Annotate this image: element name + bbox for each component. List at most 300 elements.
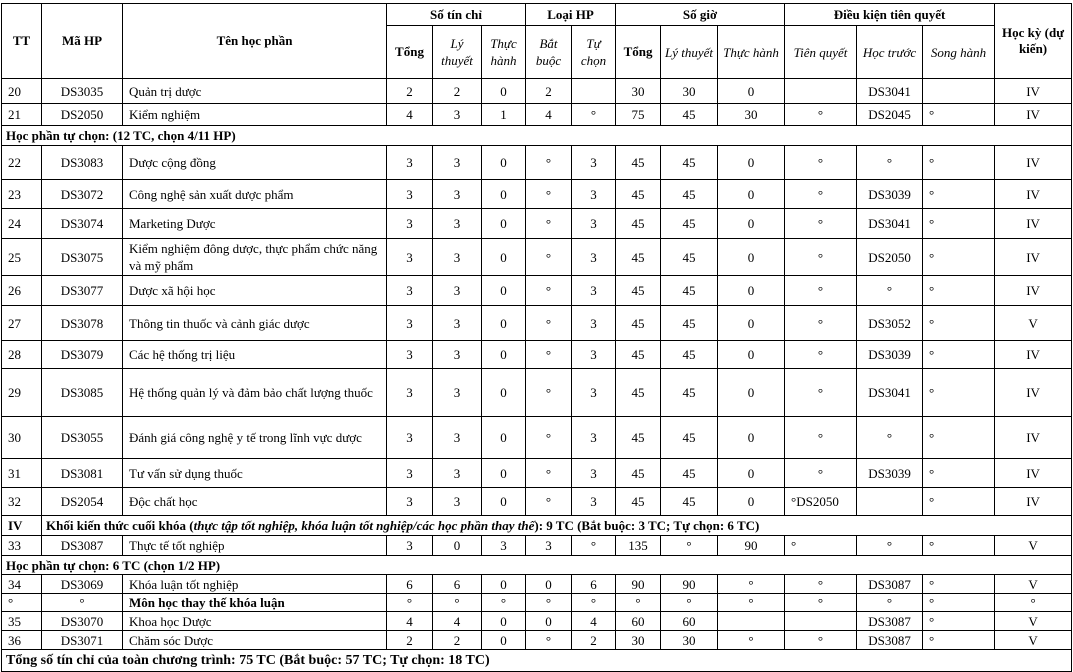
cell-tc: 2 bbox=[572, 631, 616, 650]
cell-ht: ° bbox=[857, 536, 923, 556]
cell-ht: ° bbox=[857, 276, 923, 306]
cell-hk: ° bbox=[995, 594, 1072, 612]
cell-g-lt: 45 bbox=[661, 459, 718, 488]
header-so-gio: Số giờ bbox=[616, 4, 785, 26]
cell-lt: ° bbox=[433, 594, 482, 612]
cell-bb: ° bbox=[526, 209, 572, 239]
cell-g-lt: 45 bbox=[661, 369, 718, 417]
cell-tc: 3 bbox=[572, 306, 616, 341]
cell-tq: ° bbox=[785, 575, 857, 594]
table-row bbox=[2, 488, 1072, 516]
cell-g-lt: 45 bbox=[661, 341, 718, 369]
cell-ten: Tư vấn sử dụng thuốc bbox=[123, 459, 387, 488]
cell-g-tong: 45 bbox=[616, 146, 661, 180]
section-iv-title-italic: thực tập tốt nghiệp, khóa luận tốt nghiệp/các học phần thay thế bbox=[193, 518, 535, 533]
cell-lt: 4 bbox=[433, 612, 482, 631]
cell-hk: IV bbox=[995, 341, 1072, 369]
cell-th: 0 bbox=[482, 146, 526, 180]
cell-ten: Hệ thống quản lý và đảm bảo chất lượng thuốc bbox=[123, 369, 387, 417]
cell-ten: Độc chất học bbox=[123, 488, 387, 516]
cell-lt: 3 bbox=[433, 104, 482, 126]
header-thuc-hanh-gio: Thực hành bbox=[718, 26, 785, 79]
cell-ht: DS3041 bbox=[857, 209, 923, 239]
cell-lt: 3 bbox=[433, 488, 482, 516]
cell-tq: ° bbox=[785, 276, 857, 306]
cell-bb: ° bbox=[526, 180, 572, 209]
header-ly-thuyet-gio: Lý thuyết bbox=[661, 26, 718, 79]
cell-tq bbox=[785, 79, 857, 104]
header-tong: Tổng bbox=[387, 26, 433, 79]
cell-tt: ° bbox=[2, 594, 42, 612]
cell-tq: ° bbox=[785, 104, 857, 126]
cell-tc: 3 bbox=[572, 417, 616, 459]
cell-g-th: 0 bbox=[718, 239, 785, 276]
cell-sh: ° bbox=[923, 306, 995, 341]
cell-g-th: 30 bbox=[718, 104, 785, 126]
cell-th: 0 bbox=[482, 79, 526, 104]
cell-sh: ° bbox=[923, 276, 995, 306]
cell-ma: DS3075 bbox=[42, 239, 123, 276]
cell-hk: V bbox=[995, 536, 1072, 556]
cell-sh: ° bbox=[923, 104, 995, 126]
cell-ten: Thông tin thuốc và cảnh giác dược bbox=[123, 306, 387, 341]
cell-sh: ° bbox=[923, 594, 995, 612]
table-row bbox=[2, 575, 1072, 594]
cell-ma: DS3074 bbox=[42, 209, 123, 239]
cell-hk: IV bbox=[995, 79, 1072, 104]
cell-g-lt: 45 bbox=[661, 104, 718, 126]
cell-tong: 3 bbox=[387, 239, 433, 276]
cell-ma: DS3079 bbox=[42, 341, 123, 369]
header-ma-hp: Mã HP bbox=[42, 4, 123, 79]
header-tong-gio: Tổng bbox=[616, 26, 661, 79]
cell-ma: DS3085 bbox=[42, 369, 123, 417]
cell-lt: 6 bbox=[433, 575, 482, 594]
cell-g-tong: 45 bbox=[616, 341, 661, 369]
cell-g-tong: 45 bbox=[616, 459, 661, 488]
cell-bb: ° bbox=[526, 146, 572, 180]
cell-bb: ° bbox=[526, 488, 572, 516]
cell-tq: ° bbox=[785, 146, 857, 180]
cell-hk: V bbox=[995, 575, 1072, 594]
cell-hk: IV bbox=[995, 209, 1072, 239]
cell-bb: 3 bbox=[526, 536, 572, 556]
cell-ma: DS3069 bbox=[42, 575, 123, 594]
cell-ma: DS2054 bbox=[42, 488, 123, 516]
cell-ht: DS3041 bbox=[857, 369, 923, 417]
header-tien-quyet: Tiên quyết bbox=[785, 26, 857, 79]
cell-tq: ° bbox=[785, 180, 857, 209]
cell-ten: Kiểm nghiệm đông dược, thực phẩm chức năng và mỹ phẩm bbox=[123, 239, 387, 276]
cell-ma: DS3071 bbox=[42, 631, 123, 650]
cell-hk: IV bbox=[995, 146, 1072, 180]
cell-tong: ° bbox=[387, 594, 433, 612]
cell-tc: 3 bbox=[572, 369, 616, 417]
cell-g-tong: 45 bbox=[616, 180, 661, 209]
cell-tq: ° bbox=[785, 209, 857, 239]
header-hoc-truoc: Học trước bbox=[857, 26, 923, 79]
cell-ten: Marketing Dược bbox=[123, 209, 387, 239]
cell-sh: ° bbox=[923, 417, 995, 459]
header-hoc-ky: Học kỳ (dự kiến) bbox=[995, 4, 1072, 79]
cell-tc: ° bbox=[572, 104, 616, 126]
cell-tc: ° bbox=[572, 594, 616, 612]
cell-g-lt: 45 bbox=[661, 276, 718, 306]
table-row bbox=[2, 239, 1072, 276]
header-loai-hp: Loại HP bbox=[526, 4, 616, 26]
cell-lt: 0 bbox=[433, 536, 482, 556]
cell-tq: ° bbox=[785, 417, 857, 459]
cell-tt: 27 bbox=[2, 306, 42, 341]
cell-hk: IV bbox=[995, 104, 1072, 126]
cell-th: 0 bbox=[482, 239, 526, 276]
cell-g-tong: 45 bbox=[616, 209, 661, 239]
cell-g-tong: 60 bbox=[616, 612, 661, 631]
cell-ht: DS3087 bbox=[857, 631, 923, 650]
cell-tt: 36 bbox=[2, 631, 42, 650]
cell-g-th: ° bbox=[718, 575, 785, 594]
cell-ht: DS2050 bbox=[857, 239, 923, 276]
cell-sh: ° bbox=[923, 631, 995, 650]
cell-ht: DS3041 bbox=[857, 79, 923, 104]
cell-g-tong: 45 bbox=[616, 488, 661, 516]
section-row bbox=[2, 516, 1072, 536]
cell-hk: IV bbox=[995, 417, 1072, 459]
cell-tq: ° bbox=[785, 341, 857, 369]
cell-tt: 31 bbox=[2, 459, 42, 488]
cell-tong: 3 bbox=[387, 306, 433, 341]
cell-g-th bbox=[718, 612, 785, 631]
table-row bbox=[2, 459, 1072, 488]
cell-lt: 2 bbox=[433, 79, 482, 104]
section-iv-num: IV bbox=[2, 516, 42, 536]
cell-bb: ° bbox=[526, 369, 572, 417]
cell-sh: ° bbox=[923, 369, 995, 417]
cell-g-th: 0 bbox=[718, 459, 785, 488]
cell-th: 0 bbox=[482, 369, 526, 417]
table-row bbox=[2, 146, 1072, 180]
section-elective-1: Học phần tự chọn: (12 TC, chọn 4/11 HP) bbox=[2, 126, 1072, 146]
cell-tt: 32 bbox=[2, 488, 42, 516]
cell-tong: 3 bbox=[387, 488, 433, 516]
cell-tt: 25 bbox=[2, 239, 42, 276]
cell-hk: V bbox=[995, 612, 1072, 631]
cell-g-tong: 30 bbox=[616, 79, 661, 104]
cell-ma: DS3055 bbox=[42, 417, 123, 459]
cell-th: 0 bbox=[482, 631, 526, 650]
cell-hk: IV bbox=[995, 239, 1072, 276]
cell-g-th: 0 bbox=[718, 306, 785, 341]
cell-tt: 34 bbox=[2, 575, 42, 594]
cell-tong: 3 bbox=[387, 459, 433, 488]
cell-tq: ° bbox=[785, 594, 857, 612]
table-row bbox=[2, 536, 1072, 556]
cell-hk: V bbox=[995, 631, 1072, 650]
cell-tong: 2 bbox=[387, 631, 433, 650]
cell-th: 0 bbox=[482, 341, 526, 369]
cell-g-lt: 30 bbox=[661, 79, 718, 104]
cell-sh: ° bbox=[923, 536, 995, 556]
cell-tt: 20 bbox=[2, 79, 42, 104]
header-ten-hp: Tên học phần bbox=[123, 4, 387, 79]
cell-tq: ° bbox=[785, 239, 857, 276]
cell-ht: DS3087 bbox=[857, 575, 923, 594]
cell-tt: 26 bbox=[2, 276, 42, 306]
cell-tq: ° bbox=[785, 459, 857, 488]
cell-bb: 0 bbox=[526, 612, 572, 631]
cell-tt: 22 bbox=[2, 146, 42, 180]
cell-ma: DS3081 bbox=[42, 459, 123, 488]
cell-bb: ° bbox=[526, 417, 572, 459]
cell-ten: Dược xã hội học bbox=[123, 276, 387, 306]
cell-tong: 3 bbox=[387, 417, 433, 459]
section-row bbox=[2, 556, 1072, 575]
cell-bb: ° bbox=[526, 239, 572, 276]
cell-tt: 28 bbox=[2, 341, 42, 369]
cell-g-tong: 135 bbox=[616, 536, 661, 556]
cell-th: 0 bbox=[482, 488, 526, 516]
table-row bbox=[2, 79, 1072, 104]
cell-g-th: 0 bbox=[718, 488, 785, 516]
header-song-hanh: Song hành bbox=[923, 26, 995, 79]
cell-ten: Chăm sóc Dược bbox=[123, 631, 387, 650]
cell-bb: 4 bbox=[526, 104, 572, 126]
cell-g-th: ° bbox=[718, 631, 785, 650]
cell-sh: ° bbox=[923, 239, 995, 276]
cell-lt: 3 bbox=[433, 306, 482, 341]
cell-bb: 2 bbox=[526, 79, 572, 104]
cell-sh: ° bbox=[923, 209, 995, 239]
cell-g-th: 0 bbox=[718, 209, 785, 239]
cell-tong: 3 bbox=[387, 536, 433, 556]
cell-lt: 3 bbox=[433, 209, 482, 239]
cell-hk: IV bbox=[995, 276, 1072, 306]
cell-ht: ° bbox=[857, 146, 923, 180]
cell-tc: 3 bbox=[572, 459, 616, 488]
cell-lt: 3 bbox=[433, 180, 482, 209]
cell-g-lt: 30 bbox=[661, 631, 718, 650]
cell-ht: DS2045 bbox=[857, 104, 923, 126]
table-row bbox=[2, 306, 1072, 341]
cell-bb: ° bbox=[526, 341, 572, 369]
cell-bb: ° bbox=[526, 306, 572, 341]
table-row bbox=[2, 341, 1072, 369]
cell-tong: 3 bbox=[387, 369, 433, 417]
cell-tong: 2 bbox=[387, 79, 433, 104]
cell-tc: 3 bbox=[572, 488, 616, 516]
cell-bb: ° bbox=[526, 594, 572, 612]
cell-ma: DS2050 bbox=[42, 104, 123, 126]
table-row bbox=[2, 417, 1072, 459]
cell-g-lt: ° bbox=[661, 536, 718, 556]
cell-tt: 23 bbox=[2, 180, 42, 209]
table-row bbox=[2, 369, 1072, 417]
cell-ten: Quản trị dược bbox=[123, 79, 387, 104]
cell-tt: 21 bbox=[2, 104, 42, 126]
cell-bb: ° bbox=[526, 276, 572, 306]
cell-sh: ° bbox=[923, 180, 995, 209]
cell-sh: ° bbox=[923, 612, 995, 631]
cell-tong: 4 bbox=[387, 104, 433, 126]
cell-g-tong: 45 bbox=[616, 239, 661, 276]
cell-th: 3 bbox=[482, 536, 526, 556]
cell-ten: Khóa luận tốt nghiệp bbox=[123, 575, 387, 594]
cell-hk: IV bbox=[995, 180, 1072, 209]
cell-tq: °DS2050 bbox=[785, 488, 857, 516]
cell-g-th: 0 bbox=[718, 276, 785, 306]
cell-tc: 3 bbox=[572, 341, 616, 369]
cell-th: 0 bbox=[482, 276, 526, 306]
cell-g-th: 0 bbox=[718, 341, 785, 369]
cell-g-th: 0 bbox=[718, 369, 785, 417]
cell-sh bbox=[923, 79, 995, 104]
cell-sh: ° bbox=[923, 459, 995, 488]
cell-g-lt: 45 bbox=[661, 306, 718, 341]
cell-ma: DS3070 bbox=[42, 612, 123, 631]
cell-ma: DS3078 bbox=[42, 306, 123, 341]
table-row bbox=[2, 631, 1072, 650]
cell-lt: 3 bbox=[433, 369, 482, 417]
cell-g-tong: ° bbox=[616, 594, 661, 612]
cell-ht: DS3052 bbox=[857, 306, 923, 341]
header-tu-chon: Tự chọn bbox=[572, 26, 616, 79]
cell-tc: 3 bbox=[572, 239, 616, 276]
cell-ten: Dược cộng đồng bbox=[123, 146, 387, 180]
cell-g-lt: 45 bbox=[661, 180, 718, 209]
cell-th: 0 bbox=[482, 612, 526, 631]
section-iv-title-b: ): 9 TC (Bắt buộc: 3 TC; Tự chọn: 6 TC) bbox=[534, 518, 760, 533]
cell-tt: 29 bbox=[2, 369, 42, 417]
cell-ten: Thực tế tốt nghiệp bbox=[123, 536, 387, 556]
cell-tong: 3 bbox=[387, 209, 433, 239]
cell-th: 0 bbox=[482, 180, 526, 209]
cell-ten: Khoa học Dược bbox=[123, 612, 387, 631]
header-dieu-kien: Điều kiện tiên quyết bbox=[785, 4, 995, 26]
cell-th: 1 bbox=[482, 104, 526, 126]
cell-g-th: 0 bbox=[718, 146, 785, 180]
cell-g-th: 0 bbox=[718, 417, 785, 459]
header-thuc-hanh: Thực hành bbox=[482, 26, 526, 79]
cell-ten: Môn học thay thế khóa luận bbox=[123, 594, 387, 612]
cell-g-lt: 45 bbox=[661, 239, 718, 276]
cell-lt: 3 bbox=[433, 146, 482, 180]
cell-g-th: 0 bbox=[718, 180, 785, 209]
table-row bbox=[2, 612, 1072, 631]
curriculum-table bbox=[1, 3, 1072, 672]
cell-th: ° bbox=[482, 594, 526, 612]
cell-hk: V bbox=[995, 306, 1072, 341]
cell-tt: 35 bbox=[2, 612, 42, 631]
cell-ma: DS3077 bbox=[42, 276, 123, 306]
cell-g-lt: 45 bbox=[661, 488, 718, 516]
table-row bbox=[2, 209, 1072, 239]
cell-g-tong: 45 bbox=[616, 306, 661, 341]
cell-g-tong: 45 bbox=[616, 369, 661, 417]
cell-tong: 3 bbox=[387, 276, 433, 306]
cell-tc bbox=[572, 79, 616, 104]
total-row bbox=[2, 650, 1072, 672]
section-elective-2: Học phần tự chọn: 6 TC (chọn 1/2 HP) bbox=[2, 556, 1072, 575]
header-bat-buoc: Bắt buộc bbox=[526, 26, 572, 79]
cell-tt: 24 bbox=[2, 209, 42, 239]
header-ly-thuyet: Lý thuyết bbox=[433, 26, 482, 79]
header-tt: TT bbox=[2, 4, 42, 79]
cell-g-lt: 45 bbox=[661, 146, 718, 180]
cell-lt: 3 bbox=[433, 341, 482, 369]
cell-ht: ° bbox=[857, 417, 923, 459]
cell-tq: ° bbox=[785, 306, 857, 341]
cell-bb: 0 bbox=[526, 575, 572, 594]
cell-ht: DS3039 bbox=[857, 341, 923, 369]
cell-tq: ° bbox=[785, 536, 857, 556]
cell-g-th: 90 bbox=[718, 536, 785, 556]
cell-tt: 30 bbox=[2, 417, 42, 459]
cell-lt: 3 bbox=[433, 276, 482, 306]
cell-g-th: ° bbox=[718, 594, 785, 612]
cell-th: 0 bbox=[482, 459, 526, 488]
cell-g-lt: ° bbox=[661, 594, 718, 612]
table-row bbox=[2, 104, 1072, 126]
section-row bbox=[2, 126, 1072, 146]
cell-tc: 4 bbox=[572, 612, 616, 631]
cell-th: 0 bbox=[482, 209, 526, 239]
cell-g-tong: 45 bbox=[616, 417, 661, 459]
cell-ten: Đánh giá công nghệ y tế trong lĩnh vực dược bbox=[123, 417, 387, 459]
cell-g-tong: 90 bbox=[616, 575, 661, 594]
cell-lt: 3 bbox=[433, 417, 482, 459]
cell-ten: Công nghệ sản xuất dược phẩm bbox=[123, 180, 387, 209]
total-credits: Tổng số tín chỉ của toàn chương trình: 75 TC (Bắt buộc: 57 TC; Tự chọn: 18 TC) bbox=[2, 650, 1072, 672]
cell-g-lt: 45 bbox=[661, 417, 718, 459]
header-so-tin-chi: Số tín chỉ bbox=[387, 4, 526, 26]
cell-tc: 3 bbox=[572, 209, 616, 239]
cell-ma: ° bbox=[42, 594, 123, 612]
cell-th: 0 bbox=[482, 306, 526, 341]
cell-ma: DS3035 bbox=[42, 79, 123, 104]
table-row bbox=[2, 180, 1072, 209]
cell-g-tong: 75 bbox=[616, 104, 661, 126]
cell-tc: 6 bbox=[572, 575, 616, 594]
cell-sh: ° bbox=[923, 488, 995, 516]
cell-g-lt: 90 bbox=[661, 575, 718, 594]
cell-tq: ° bbox=[785, 369, 857, 417]
cell-tong: 3 bbox=[387, 146, 433, 180]
cell-bb: ° bbox=[526, 631, 572, 650]
cell-tong: 6 bbox=[387, 575, 433, 594]
cell-ht: ° bbox=[857, 594, 923, 612]
section-iv-title bbox=[42, 516, 1072, 536]
cell-tt: 33 bbox=[2, 536, 42, 556]
cell-g-tong: 30 bbox=[616, 631, 661, 650]
cell-ma: DS3083 bbox=[42, 146, 123, 180]
cell-ht: DS3039 bbox=[857, 459, 923, 488]
cell-sh: ° bbox=[923, 341, 995, 369]
cell-lt: 3 bbox=[433, 239, 482, 276]
table-row bbox=[2, 276, 1072, 306]
cell-ht bbox=[857, 488, 923, 516]
cell-tc: 3 bbox=[572, 146, 616, 180]
cell-tong: 3 bbox=[387, 341, 433, 369]
cell-g-lt: 60 bbox=[661, 612, 718, 631]
cell-lt: 2 bbox=[433, 631, 482, 650]
cell-g-lt: 45 bbox=[661, 209, 718, 239]
table-row bbox=[2, 594, 1072, 612]
cell-th: 0 bbox=[482, 417, 526, 459]
cell-tq bbox=[785, 612, 857, 631]
cell-hk: IV bbox=[995, 488, 1072, 516]
cell-ten: Các hệ thống trị liệu bbox=[123, 341, 387, 369]
cell-ma: DS3087 bbox=[42, 536, 123, 556]
